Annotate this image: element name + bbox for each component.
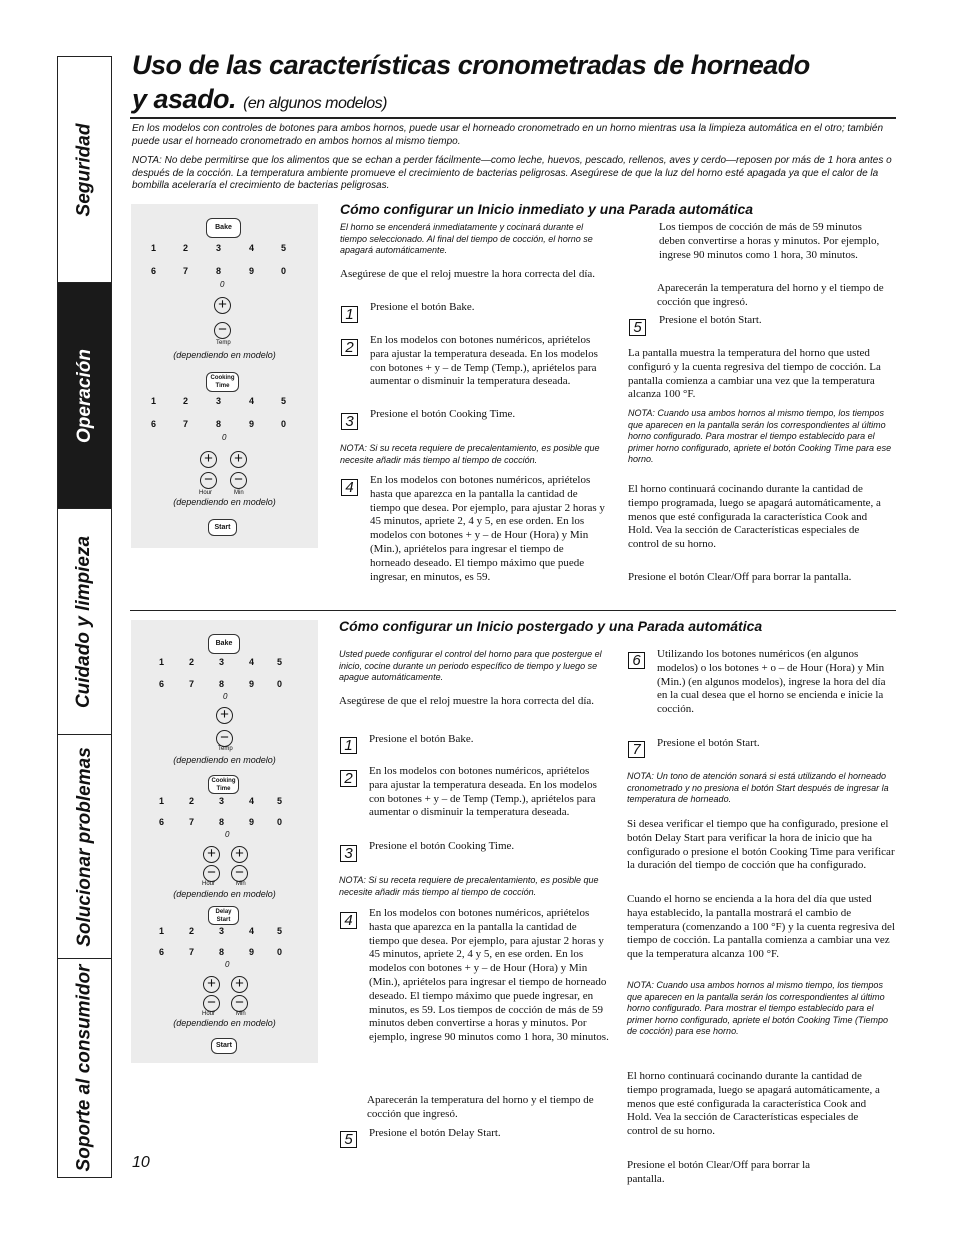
section2-heading: Cómo configurar un Inicio postergado y una Parada automática [339, 618, 763, 634]
section1-r4: NOTA: Cuando usa ambos hornos al mismo tiempo, los tiempos que aparecen en la pantalla serán los correspondientes al último horno configurado. Para mostrar el tiempo establecido para el primer horno configurado, apriete el botón Cooking Time para ese horno. [628, 408, 892, 464]
cooking-time-button[interactable]: Cooking Time [206, 372, 239, 392]
title-rule [130, 117, 896, 119]
section-divider [130, 610, 896, 611]
min-minus-button[interactable]: − [230, 472, 247, 489]
hour-plus-button[interactable]: + [203, 976, 220, 993]
min-plus-button[interactable]: + [231, 976, 248, 993]
section1-note: NOTA: Si su receta requiere de precalentamiento, es posible que necesite añadir más tiempo al tiempo de cocción. [340, 443, 600, 465]
page-number: 10 [132, 1154, 150, 1171]
temp-plus-button[interactable]: + [214, 297, 231, 314]
control-panel-2: Bake 1 2 3 4 5 6 7 8 9 0 0 + − Temp (dependiendo en modelo) Cooking Time 1 2 3 4 5 6 7 8 9 0 0 + + − − Hour Min (dependiendo en modelo) Delay Start 1 2 3 4 5 6 7 8 9 0 0 + + − − Hour Min (dependiendo en modelo) Start [131, 620, 318, 1063]
depending-label-2: (dependiendo en modelo) [173, 497, 276, 507]
section1-step2: En los modelos con botones numéricos, apriételos para ajustar la temperatura deseada. En los modelos con botones + y – de Temp (Temp.), apriételos para aumentar o disminuir la temperatura deseada. [370, 334, 598, 388]
tab-operacion[interactable]: Operación [58, 283, 111, 509]
section2-note: NOTA: Si su receta requiere de precalentamiento, es posible que necesite añadir más tiempo al tiempo de cocción. [339, 875, 599, 897]
depending-label-5: (dependiendo en modelo) [173, 1018, 276, 1028]
section1-r1: Los tiempos de cocción de más de 59 minutos deben convertirse a horas y minutos. Por ejemplo, ingrese 90 minutos como 1 hora, 30 minutos. [659, 221, 880, 261]
section2-step1: Presione el botón Bake. [369, 733, 474, 745]
section2-clock: Asegúrese de que el reloj muestre la hora correcta del día. [339, 695, 595, 707]
start-button[interactable]: Start [211, 1038, 237, 1054]
section2-r2: Si desea verificar el tiempo que ha configurado, presione el botón Delay Start para verificar la hora de inicio que ha configurado o presione el botón Cooking Time para verificar la duración del tiempo de cocción que ha configurado. [627, 818, 895, 872]
tab-solucionar[interactable]: Solucionar problemas [58, 735, 111, 959]
section2-step6: Utilizando los botones numéricos (en algunos modelos) o los botones + o – de Hour (Hora) y Min (Min.) (en algunos modelos), ingrese la hora del día en la cual desea que el horno se encienda e inicie la cocción. [657, 648, 886, 716]
step-badge: 5 [629, 319, 646, 336]
section2-r4: NOTA: Cuando usa ambos hornos al mismo tiempo, los tiempos que aparecen en la pantalla serán los correspondientes al último horno configurado. Para mostrar el tiempo establecido para el primer horno configurado, apriete el botón Cooking Time (Tiempo de cocción) para ese horno. [627, 980, 888, 1036]
start-button[interactable]: Start [208, 519, 237, 536]
bake-button[interactable]: Bake [208, 634, 240, 654]
section2-r5: El horno continuará cocinando durante la cantidad de tiempo programada, luego se apagará automáticamente, a menos que esté configurada la característica Cook and Hold. Vea la sección de Características especiales de control de su horno. [627, 1070, 880, 1138]
depending-label-3: (dependiendo en modelo) [173, 755, 276, 765]
step-badge: 7 [628, 741, 645, 758]
section1-heading: Cómo configurar un Inicio inmediato y una Parada automática [340, 201, 754, 217]
step-badge: 2 [341, 339, 358, 356]
section1-step1: Presione el botón Bake. [370, 301, 475, 313]
section1-r3: La pantalla muestra la temperatura del horno que usted configuró y la cuenta regresiva del tiempo de cocción. La pantalla comienza a cambiar una vez que la temperatura alcanza 100 °F. [628, 347, 881, 401]
hour-minus-button[interactable]: − [203, 995, 220, 1012]
min-plus-button[interactable]: + [231, 846, 248, 863]
bake-button[interactable]: Bake [206, 218, 241, 238]
hour-minus-button[interactable]: − [200, 472, 217, 489]
hour-plus-button[interactable]: + [200, 451, 217, 468]
step-badge: 4 [340, 912, 357, 929]
temp-minus-button[interactable]: − [216, 730, 233, 747]
tab-cuidado[interactable]: Cuidado y limpieza [58, 509, 111, 735]
step-badge: 2 [340, 770, 357, 787]
section1-step4: En los modelos con botones numéricos, apriételos hasta que aparezca en la pantalla la cantidad de tiempo que desea. Por ejemplo, para ajustar 2 horas y 45 minutos, apriete 2, 4 y 5, en ese orden. En los modelos con botones + y – de Hour (Hora) y Min (Min.), apriételos para ingresar el tiempo de horneado deseado. El tiempo máximo que puede ingresar, en minutos, es 59. [370, 474, 605, 583]
side-tabs [57, 56, 112, 1178]
temp-minus-button[interactable]: − [214, 322, 231, 339]
step-badge: 1 [340, 737, 357, 754]
page-title-line2: y asado. (en algunos modelos) [132, 84, 387, 114]
section2-r6: Presione el botón Clear/Off para borrar la pantalla. [627, 1159, 811, 1185]
section2-step3: Presione el botón Cooking Time. [369, 840, 515, 852]
step-badge: 6 [628, 652, 645, 669]
cooking-time-button[interactable]: Cooking Time [208, 775, 239, 794]
section1-clock: Asegúrese de que el reloj muestre la hora correcta del día. [340, 268, 596, 280]
intro-note: NOTA: No debe permitirse que los alimentos que se echan a perder fácilmente—como leche, huevos, pescado, rellenos, aves y cerdo—reposen por más de 1 hora antes o después de la cocción. La temperatura ambiente promueve el crecimiento de bacterias peligrosas. Asegúrese de que la luz del horno esté apagada ya que el calor de la bombilla aceleraría el crecimiento de bacterias peligrosas. [132, 155, 892, 191]
temp-plus-button[interactable]: + [216, 707, 233, 724]
section2-step4b: Aparecerán la temperatura del horno y el tiempo de cocción que ingresó. [367, 1094, 594, 1120]
intro-text: En los modelos con controles de botones para ambos hornos, puede usar el horneado cronometrado en un horno mientras usa la limpieza automática en el otro; también puede usar el horneado cronometrado en ambos hornos al mismo tiempo. [132, 123, 884, 147]
min-minus-button[interactable]: − [231, 995, 248, 1012]
section2-r1: NOTA: Un tono de atención sonará si está utilizando el horneado cronometrado y no presiona el botón Start después de ingresar la temperatura de horneado. [627, 771, 889, 804]
step-badge: 3 [340, 845, 357, 862]
hour-minus-button[interactable]: − [203, 865, 220, 882]
depending-label-1: (dependiendo en modelo) [173, 350, 276, 360]
section2-lead: Usted puede configurar el control del horno para que postergue el inicio, cocine durante un periodo específico de tiempo y luego se apague automáticamente. [339, 649, 602, 682]
section1-lead: El horno se encenderá inmediatamente y cocinará durante el tiempo seleccionado. Al final del tiempo de cocción, el horno se apagará automáticamente. [340, 222, 593, 255]
section2-step2: En los modelos con botones numéricos, apriételos para ajustar la temperatura deseada. En los modelos con botones + y – de Temp (Temp.), apriételos para aumentar o disminuir la temperatura deseada. [369, 765, 597, 819]
tab-seguridad[interactable]: Seguridad [58, 57, 111, 283]
section2-step4: En los modelos con botones numéricos, apriételos hasta que aparezca en la pantalla la cantidad de tiempo que desea. Por ejemplo, para ajustar 2 horas y 45 minutos, apriete 2, 4 y 5, en ese orden. En los modelos con botones + y – de Hour (Hora) y Min (Min.), apriételos para ingresar el tiempo de horneado deseado. El tiempo máximo que puede ingresar, en minutos, es 59. Los tiempos de cocción de más de 59 minutos deben convertirse a horas y minutos. Por ejemplo, ingrese 90 minutos como 1 hora, 30 minutos. [369, 907, 609, 1044]
step-badge: 4 [341, 479, 358, 496]
section1-r2: Aparecerán la temperatura del horno y el tiempo de cocción que ingresó. [657, 282, 884, 308]
section2-step5: Presione el botón Delay Start. [369, 1127, 501, 1139]
section1-step3: Presione el botón Cooking Time. [370, 408, 516, 420]
section2-step7: Presione el botón Start. [657, 737, 760, 749]
tab-soporte[interactable]: Soporte al consumidor [73, 964, 95, 1172]
step-badge: 5 [340, 1131, 357, 1148]
section2-r3: Cuando el horno se encienda a la hora del día que usted haya establecido, la pantalla mostrará el cambio de temperatura (comenzando a 100 °F) y la cuenta regresiva del tiempo de cocción. La pantalla comienza a cambiar una vez que la temperatura alcanza 100 °F. [627, 893, 895, 961]
min-plus-button[interactable]: + [230, 451, 247, 468]
section1-r5: El horno continuará cocinando durante la cantidad de tiempo programada, luego se apagará automáticamente, a menos que esté configurada la característica Cook and Hold. Vea la sección de Características especiales de control de su horno. [628, 483, 881, 551]
depending-label-4: (dependiendo en modelo) [173, 889, 276, 899]
section1-step5: Presione el botón Start. [659, 314, 762, 326]
control-panel-1: Bake 1 2 3 4 5 6 7 8 9 0 0 + − Temp (dependiendo en modelo) Cooking Time 1 2 3 4 5 6 7 8 9 0 0 + + − − Hour Min (dependiendo en modelo) Start [131, 204, 318, 548]
step-badge: 3 [341, 413, 358, 430]
step-badge: 1 [341, 306, 358, 323]
min-minus-button[interactable]: − [231, 865, 248, 882]
delay-start-button[interactable]: Delay Start [208, 906, 239, 925]
page-title: Uso de las características cronometradas de horneado [132, 50, 810, 80]
hour-plus-button[interactable]: + [203, 846, 220, 863]
section1-r6: Presione el botón Clear/Off para borrar la pantalla. [628, 571, 852, 583]
